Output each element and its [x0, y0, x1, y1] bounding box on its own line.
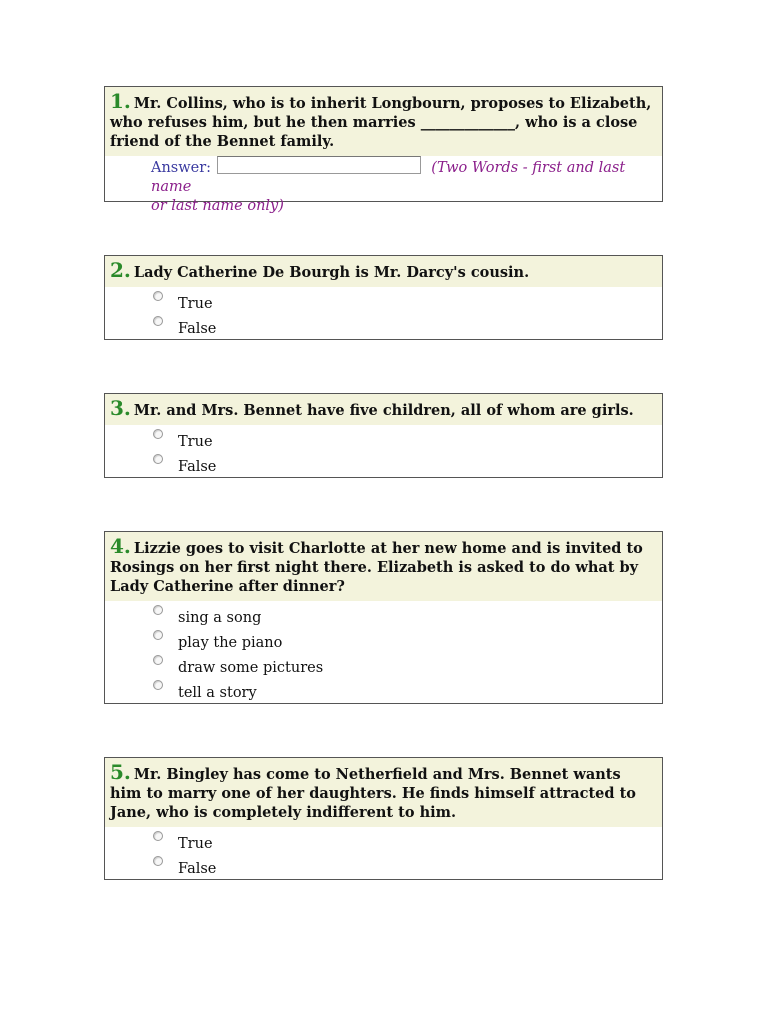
option-play-the-piano[interactable] — [153, 628, 662, 653]
question-text: Mr. and Mrs. Bennet have five children, all of whom are girls. — [133, 402, 634, 419]
option-label: True — [178, 836, 213, 852]
radio-button[interactable] — [153, 630, 163, 640]
options-list — [105, 601, 662, 703]
question-1 — [104, 86, 663, 214]
option-label: True — [178, 296, 213, 312]
question-3 — [104, 393, 663, 478]
option-false[interactable] — [153, 452, 662, 477]
question-5-header — [105, 758, 662, 827]
radio-button[interactable] — [153, 655, 163, 665]
radio-button[interactable] — [153, 291, 163, 301]
answer-label: Answer: — [151, 160, 212, 176]
option-label: False — [178, 861, 217, 877]
question-1-header — [105, 87, 662, 156]
option-label: True — [178, 434, 213, 450]
options-list — [105, 287, 662, 339]
option-true[interactable] — [153, 289, 662, 314]
option-label: draw some pictures — [178, 660, 324, 676]
question-4-header — [105, 532, 662, 601]
option-true[interactable] — [153, 829, 662, 854]
radio-button[interactable] — [153, 856, 163, 866]
option-label: False — [178, 321, 217, 337]
question-number: 1. — [110, 89, 131, 113]
question-number: 4. — [110, 534, 131, 558]
question-number: 5. — [110, 760, 131, 784]
question-number: 3. — [110, 396, 131, 420]
question-4 — [104, 531, 663, 704]
option-label: sing a song — [178, 610, 262, 626]
answer-input[interactable] — [217, 156, 421, 174]
option-label: play the piano — [178, 635, 283, 651]
answer-hint-line-2: or last name only) — [151, 198, 284, 214]
question-number: 2. — [110, 258, 131, 282]
radio-button[interactable] — [153, 429, 163, 439]
question-text: Mr. Collins, who is to inherit Longbourn, proposes to Elizabeth, who refuses him, but he then marries _____________, who is a close friend of the Bennet family. — [110, 95, 652, 150]
radio-button[interactable] — [153, 831, 163, 841]
options-list — [105, 425, 662, 477]
question-text: Lady Catherine De Bourgh is Mr. Darcy's cousin. — [133, 264, 530, 281]
question-text: Lizzie goes to visit Charlotte at her new home and is invited to Rosings on her first night there. Elizabeth is asked to do what by Lady Catherine after dinner? — [110, 540, 643, 595]
question-2-header — [105, 256, 662, 287]
question-2 — [104, 255, 663, 340]
radio-button[interactable] — [153, 680, 163, 690]
option-false[interactable] — [153, 854, 662, 879]
question-text: Mr. Bingley has come to Netherfield and Mrs. Bennet wants him to marry one of her daughters. He finds himself attracted to Jane, who is completely indifferent to him. — [110, 766, 636, 821]
option-tell-a-story[interactable] — [153, 678, 662, 703]
option-label: tell a story — [178, 685, 257, 701]
option-true[interactable] — [153, 427, 662, 452]
radio-button[interactable] — [153, 605, 163, 615]
option-draw-some-pictures[interactable] — [153, 653, 662, 678]
option-sing-a-song[interactable] — [153, 603, 662, 628]
answer-row — [105, 156, 662, 214]
radio-button[interactable] — [153, 454, 163, 464]
option-label: False — [178, 459, 217, 475]
question-5 — [104, 757, 663, 880]
option-false[interactable] — [153, 314, 662, 339]
answer-hint-line-1: (Two Words - first and last name — [151, 160, 626, 195]
question-3-header — [105, 394, 662, 425]
radio-button[interactable] — [153, 316, 163, 326]
options-list — [105, 827, 662, 879]
